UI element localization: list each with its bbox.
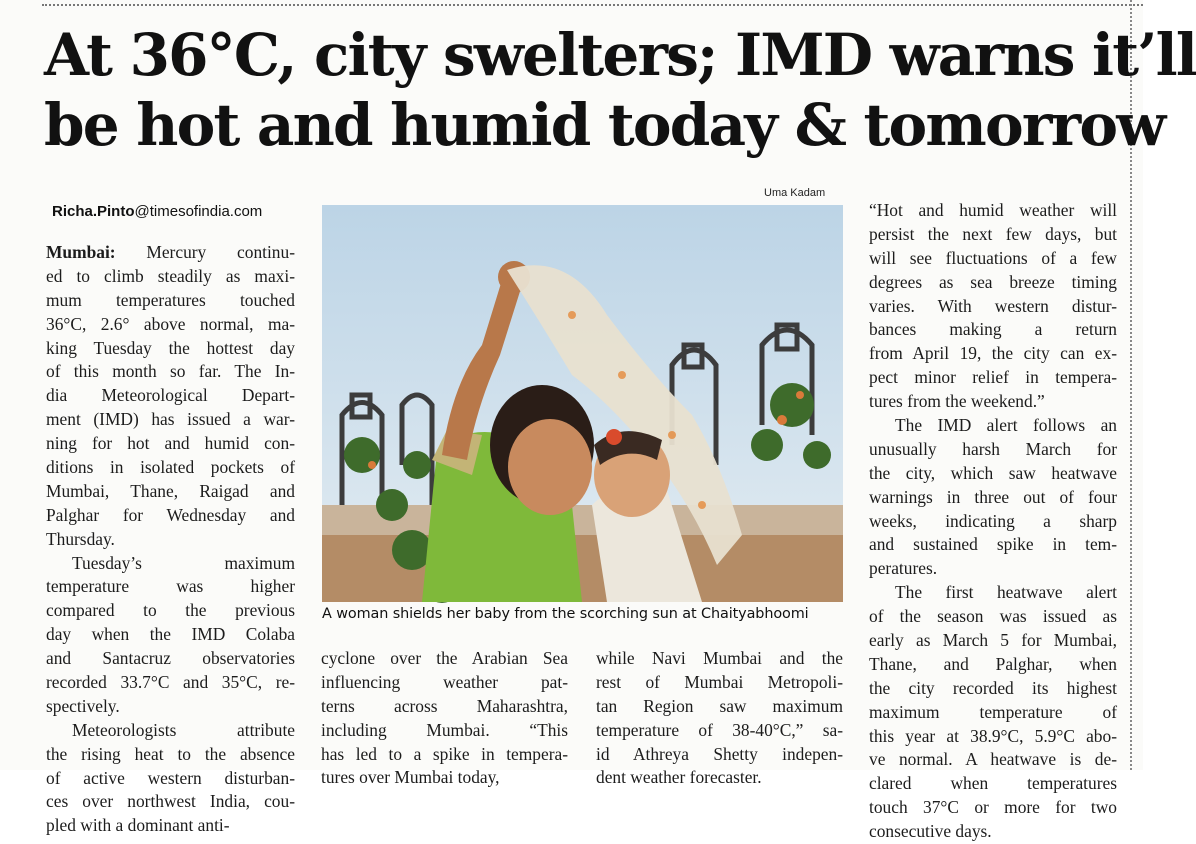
text-line: from April 19, the city can ex- [869,343,1117,364]
text-line: Meteorologists attribute [72,719,295,740]
text-line: of active western disturban- [46,767,295,788]
text-line: rest of Mumbai Metropoli- [596,671,843,692]
text-line: will see fluctuations of a few [869,247,1117,268]
text-line: and sustained spike in tem- [869,534,1117,555]
text-line: Thursday. [46,528,115,549]
top-dotted-rule [42,4,1143,6]
text-line: pled with a dominant anti- [46,815,230,836]
text-line: consecutive days. [869,821,992,842]
text-line: peratures. [869,558,938,579]
text-line: id Athreya Shetty indepen- [596,743,843,764]
headline [44,20,1196,160]
text-line: The first heatwave alert [895,582,1117,603]
text-line: of the season was issued as [869,606,1117,627]
text-line: Palghar for Wednesday and [46,504,295,525]
text-line: this year at 38.9°C, 5.9°C abo- [869,725,1117,746]
text-line: Tuesday’s maximum [72,552,295,573]
headline-line-2: be hot and humid today & tomorrow [44,91,1165,159]
text-fragment: Mercury continu- [115,242,295,262]
photo-illustration [322,205,843,602]
text-line: varies. With western distur- [869,295,1117,316]
text-line: ed to climb steadily as maxi- [46,265,295,286]
byline-domain: @timesofindia.com [134,203,263,220]
text-line: cyclone over the Arabian Sea [321,648,568,668]
text-line: dia Meteorological Depart- [46,385,295,406]
text-line: spectively. [46,695,120,716]
text-line: dent weather forecaster. [596,767,762,788]
text-line: the city recorded its highest [869,677,1117,698]
text-line: tures from the weekend.” [869,391,1045,412]
text-line: terns across Maharashtra, [321,695,568,716]
text-line: early as March 5 for Mumbai, [869,630,1117,651]
text-line: and Santacruz observatories [46,648,295,669]
text-line: day when the IMD Colaba [46,624,295,645]
text-line: of this month so far. The In- [46,361,295,382]
text-line: weeks, indicating a sharp [869,510,1117,531]
headline-line-1: At 36°C, city swelters; IMD warns it’ll [44,21,1196,89]
text-line: persist the next few days, but [869,223,1117,244]
text-line: maximum temperature of [869,701,1117,722]
text-line: The IMD alert follows an [895,415,1117,436]
byline-name: Richa.Pinto [52,203,135,220]
article-column-2 [321,647,568,790]
text-line: clared when temperatures [869,773,1117,794]
text-line: ditions in isolated pockets of [46,457,295,478]
text-line: including Mumbai. “This [321,719,568,740]
article-column-4 [869,199,1117,844]
text-line: ve normal. A heatwave is de- [869,749,1117,770]
text-line: degrees as sea breeze timing [869,271,1117,292]
text-line: bances making a return [869,319,1117,340]
text-line: Thane, and Palghar, when [869,653,1117,674]
text-line: unusually harsh March for [869,438,1117,459]
text-line: pect minor relief in tempera- [869,367,1117,388]
text-line: tures over Mumbai today, [321,767,500,788]
text-line: king Tuesday the hottest day [46,337,295,358]
text-line: “Hot and humid weather will [869,200,1117,220]
text-line: warnings in three out of four [869,486,1117,507]
text-line: temperature of 38-40°C,” sa- [596,719,843,740]
text-line: the city, which saw heatwave [869,462,1117,483]
text-line: 36°C, 2.6° above normal, ma- [46,313,295,334]
dateline: Mumbai: [46,242,116,262]
text-line: recorded 33.7°C and 35°C, re- [46,672,295,693]
text-line: has led to a spike in tempera- [321,743,568,764]
news-photo [322,205,843,602]
text-line: ces over northwest India, cou- [46,791,295,812]
article-column-3 [596,647,843,790]
article-column-1 [46,241,295,838]
byline [52,203,262,220]
text-line: influencing weather pat- [321,671,568,692]
text-line: ment (IMD) has issued a war- [46,409,295,430]
text-line: mum temperatures touched [46,289,295,310]
photo-credit: Uma Kadam [764,187,826,199]
text-line: while Navi Mumbai and the [596,648,843,668]
text-line: touch 37°C or more for two [869,797,1117,818]
text-line: tan Region saw maximum [596,695,843,716]
text-line: temperature was higher [46,576,295,597]
photo-caption: A woman shields her baby from the scorching sun at Chaityabhoomi [322,606,809,622]
text-line: ning for hot and humid con- [46,433,295,454]
text-line: compared to the previous [46,600,295,621]
text-line: Mumbai, Thane, Raigad and [46,480,295,501]
text-line [46,241,295,265]
text-line: the rising heat to the absence [46,743,295,764]
